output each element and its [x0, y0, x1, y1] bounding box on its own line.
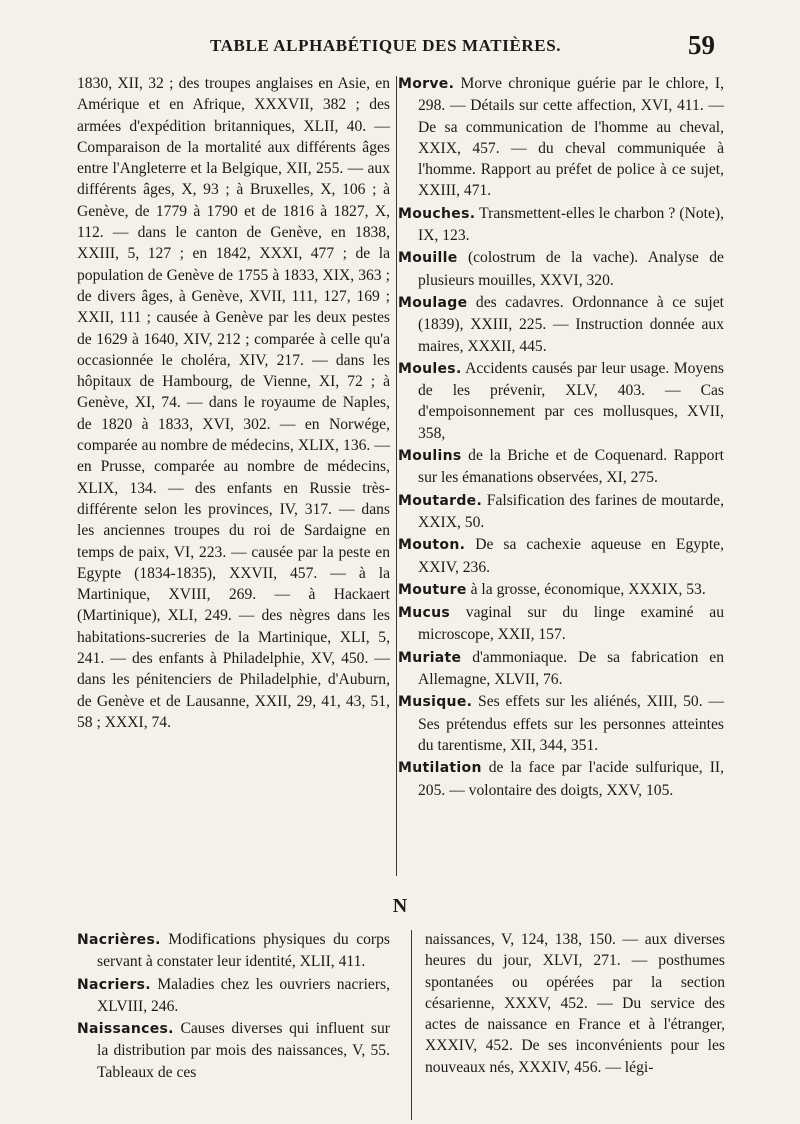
entry-text: Ses effets sur les aliénés, XIII, 50. — Ses prétendus effets sur les personnes atteintes du tarentisme, XII, 344, 351.: [418, 693, 724, 754]
index-entry: [77, 929, 390, 973]
entry-text: Causes diverses qui influent sur la distribution par mois des naissances, V, 55. Tableaux de ces: [97, 1020, 390, 1081]
entry-text: Falsification des farines de moutarde, XXIX, 50.: [418, 491, 725, 531]
entry-text: à la grosse, économique, XXXIX, 53.: [470, 580, 706, 598]
index-entry: [398, 203, 724, 247]
entry-text: de la face par l'acide sulfurique, II, 205. — volontaire des doigts, XXV, 105.: [418, 759, 724, 799]
column-top-right: [398, 73, 724, 802]
index-entry: [398, 292, 724, 357]
column-divider-top: [396, 76, 397, 876]
continuation-paragraph: 1830, XII, 32 ; des troupes anglaises en Asie, en Amérique et en Afrique, XXXVII, 382 ; des armées d'expédition britanniques, XLII, 40. — Comparaison de la mortalité aux différents âges entre l'Angleterre et la Belgique, XII, 255. — aux différents âges, X, 93 ; à Bruxelles, X, 106 ; à Genève, de 1779 à 1790 et de 1816 à 1827, X, 112. — dans le canton de Genève, en 1838, XXIII, 5, 127 ; en 1842, XXXI, 477 ; de la population de Genève de 1755 à 1833, XIX, 363 ; de divers âges, à Genève, XVII, 111, 127, 169 ; XXII, 111 ; causée à Genève par les deux pestes de 1629 à 1640, XIV, 212 ; comparée à celle qu'a occasionnée le choléra, XIV, 217. — dans les hôpitaux de Hambourg, de Vienne, XI, 72 ; à Genève, XI, 74. — dans le royaume de Naples, de 1820 à 1833, XVI, 302. — en Norwége, comparée au nombre de médecins, XLIX, 136. — en Prusse, comparée au nombre de médecins, XLIX, 134. — des enfants en Russie très-différente selon les provinces, IV, 317. — dans les anciennes troupes du roi de Sardaigne en temps de paix, VI, 223. — causée par la peste en Egypte (1834-1835), XXVII, 457. — à la Martinique, XVIII, 269. — à Hackaert (Martinique), XLI, 249. — des nègres dans les habitations-sucreries de la Martinique, XLI, 5, 241. — des enfants à Philadelphie, XV, 450. — dans les pénitenciers de Philadelphie, d'Auburn, de Genève et de Lausanne, XXII, 29, 41, 43, 51, 58 ; XXXI, 74.: [77, 75, 390, 731]
entry-text: Morve chronique guérie par le chlore, I, 298. — Détails sur cette affection, XVI, 411. — De sa communication de l'homme au cheval, XXIX, 457. — du cheval communiquée à l'homme. Rapport au préfet de police à ce sujet, XXIII, 471.: [418, 75, 724, 200]
entry-headword: Mouille: [398, 250, 458, 267]
index-entry: [398, 445, 724, 489]
entry-headword: Muriate: [398, 649, 462, 666]
index-entry: [398, 490, 724, 534]
entry-headword: Mouches.: [398, 205, 476, 222]
entry-text: Transmettent-elles le charbon ? (Note), IX, 123.: [418, 204, 724, 245]
index-entry: [77, 974, 390, 1018]
index-entry: [398, 647, 724, 691]
column-bottom-right: [425, 929, 725, 1078]
entry-headword: Moutarde.: [398, 492, 483, 509]
entry-text: d'ammoniaque. De sa fabrication en Allemagne, XLVII, 76.: [418, 648, 724, 689]
index-entry: [398, 534, 724, 578]
column-bottom-left: [77, 929, 390, 1084]
entry-text: des cadavres. Ordonnance à ce sujet (1839), XXIII, 225. — Instruction donnée aux maires, XXXII, 445.: [418, 293, 724, 355]
entry-text: Accidents causés par leur usage. Moyens de les prévenir, XLV, 403. — Cas d'empoisonnement par ces mollusques, XVII, 358,: [418, 359, 724, 442]
column-divider-bottom: [411, 930, 412, 1120]
page-title: TABLE ALPHABÉTIQUE DES MATIÈRES.: [210, 36, 562, 55]
index-entry: [398, 247, 724, 291]
entry-headword: Naissances.: [77, 1021, 174, 1038]
index-entry: [398, 73, 724, 202]
index-entry: [398, 691, 724, 756]
entry-headword: Nacrières.: [77, 932, 161, 948]
entry-headword: Mutilation: [398, 760, 482, 777]
entry-text: Modifications physiques du corps servant à constater leur identité, XLII, 411.: [97, 931, 390, 971]
entry-text: vaginal sur du linge examiné au microscope, XXII, 157.: [418, 604, 724, 644]
entry-text: de la Briche et de Coquenard. Rapport sur les émanations observées, XI, 275.: [418, 447, 724, 487]
entry-text: (colostrum de la vache). Analyse de plusieurs mouilles, XXVI, 320.: [418, 249, 724, 289]
continuation-paragraph: naissances, V, 124, 138, 150. — aux diverses heures du jour, XLVI, 271. — posthumes spontanées ou opérées par la section césarienne, XXXV, 452. — Du service des actes de naissance en France et à l'étranger, XXXIV, 452. De ses inconvénients pour les nouveaux nés, XXXIV, 456. — légi-: [425, 931, 725, 1076]
index-entry: [398, 602, 724, 646]
index-entry: [398, 757, 724, 801]
entry-headword: Mouture: [398, 581, 467, 598]
entry-headword: Mouton.: [398, 537, 466, 554]
entry-headword: Moulins: [398, 448, 462, 465]
running-head: [0, 30, 800, 64]
column-top-left: [77, 73, 390, 733]
entry-headword: Moules.: [398, 360, 462, 377]
entry-text: Maladies chez les ouvriers nacriers, XLVIII, 246.: [97, 975, 390, 1015]
entry-headword: Morve.: [398, 76, 455, 92]
index-entry: [398, 358, 724, 444]
entry-headword: Musique.: [398, 694, 473, 711]
page-number: 59: [688, 30, 715, 60]
entry-headword: Mucus: [398, 605, 450, 622]
entry-headword: Moulage: [398, 294, 468, 311]
entry-headword: Nacriers.: [77, 976, 151, 993]
entry-text: De sa cachexie aqueuse en Egypte, XXIV, 236.: [418, 536, 724, 576]
index-entry: [77, 1018, 390, 1083]
index-entry: [398, 579, 724, 601]
section-letter-heading: N: [392, 895, 408, 917]
